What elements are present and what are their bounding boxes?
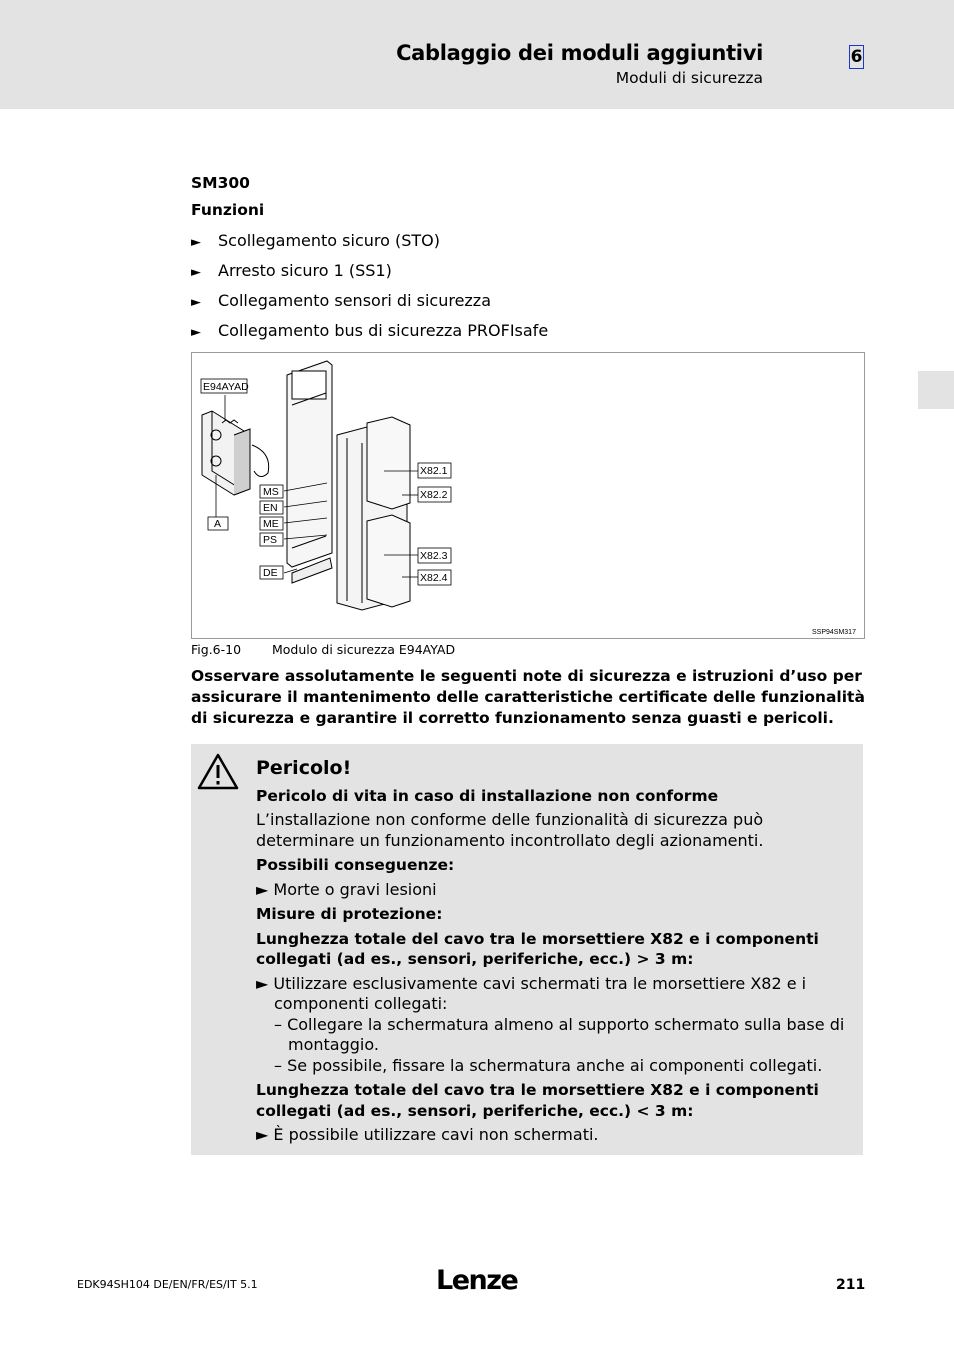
consequence-item: ► Morte o gravi lesioni — [256, 879, 437, 899]
safety-intro: Osservare assolutamente le seguenti note di sicurezza e istruzioni d’uso per assicurare il mantenimento delle caratteristiche certificate delle funzionalità di sicurezza e garantire il corretto funzionamento senza guasti e pericoli. — [191, 667, 865, 727]
bullet-triangle-icon: ► — [191, 235, 201, 250]
bullet-text: Collegamento sensori di sicurezza — [218, 291, 492, 310]
function-bullet — [191, 261, 392, 280]
label-ms: MS — [263, 486, 279, 498]
measures-label: Misure di protezione: — [256, 905, 443, 923]
label-x82-4: X82.4 — [420, 572, 448, 584]
section-subtitle: Moduli di sicurezza — [615, 69, 763, 87]
label-a: A — [214, 518, 222, 530]
danger-heading: Pericolo di vita in caso di installazione non conforme — [256, 786, 719, 805]
figure-frame — [191, 352, 865, 639]
short-cable-heading: Lunghezza totale del cavo tra le morsettiere X82 e i componenti collegati (ad es., sensori, periferiche, ecc.) < 3 m: — [256, 1081, 819, 1120]
module-label: E94AYAD — [203, 381, 249, 393]
bullet-triangle-icon: ► — [191, 295, 201, 310]
document-id: EDK94SH104 DE/EN/FR/ES/IT 5.1 — [77, 1278, 258, 1291]
page-header — [0, 0, 954, 109]
chapter-number-link[interactable]: 6 — [850, 47, 863, 67]
figure-number: Fig.6-10 — [191, 642, 242, 657]
bullet-triangle-icon: ► — [191, 325, 201, 340]
page-number: 211 — [836, 1277, 866, 1293]
figure-caption: Modulo di sicurezza E94AYAD — [272, 642, 456, 657]
label-x82-1: X82.1 — [420, 465, 448, 477]
module-illustration — [192, 353, 864, 638]
function-bullet — [191, 291, 491, 310]
bullet-text: Arresto sicuro 1 (SS1) — [218, 261, 392, 280]
section-subtitle-functions: Funzioni — [191, 201, 265, 219]
long-cable-heading: Lunghezza totale del cavo tra le morsettiere X82 e i componenti collegati (ad es., sensori, periferiche, ecc.) > 3 m: — [256, 929, 819, 968]
function-bullet — [191, 231, 440, 250]
short-cable-bullet: ► È possibile utilizzare cavi non schermati. — [256, 1125, 599, 1144]
consequences-label: Possibili conseguenze: — [256, 856, 455, 874]
lenze-logo: Lenze — [436, 1265, 518, 1296]
long-cable-dash-1: – Collegare la schermatura almeno al supporto schermato sulla base di montaggio. — [274, 1014, 845, 1054]
chapter-title: Cablaggio dei moduli aggiuntivi — [396, 41, 763, 65]
danger-box — [191, 744, 863, 1155]
terminal-strip-drawing — [287, 361, 332, 583]
bullet-triangle-icon: ► — [191, 265, 201, 280]
label-ps: PS — [263, 534, 278, 546]
label-en: EN — [263, 502, 278, 514]
danger-title: Pericolo! — [256, 757, 352, 779]
safety-module-drawing — [202, 411, 269, 495]
terminal-blocks-drawing — [337, 417, 410, 610]
section-title: SM300 — [191, 174, 250, 192]
label-x82-3: X82.3 — [420, 550, 448, 562]
danger-text: L’installazione non conforme delle funzionalità di sicurezza può determinare un funzionamento incontrollato degli azionamenti. — [256, 810, 764, 850]
bullet-text: Collegamento bus di sicurezza PROFIsafe — [218, 321, 549, 340]
danger-content — [256, 758, 851, 1150]
bullet-text: Scollegamento sicuro (STO) — [218, 231, 440, 250]
figure-code: SSP94SM317 — [812, 629, 856, 636]
long-cable-bullet: ► Utilizzare esclusivamente cavi schermati tra le morsettiere X82 e i componenti collegati: — [256, 973, 807, 1013]
side-tab-marker — [918, 371, 954, 409]
warning-triangle-icon — [196, 752, 240, 792]
function-bullet — [191, 321, 548, 340]
long-cable-dash-2: – Se possibile, fissare la schermatura anche ai componenti collegati. — [274, 1055, 823, 1075]
label-de: DE — [263, 567, 278, 579]
label-me: ME — [263, 518, 279, 530]
label-x82-2: X82.2 — [420, 489, 448, 501]
